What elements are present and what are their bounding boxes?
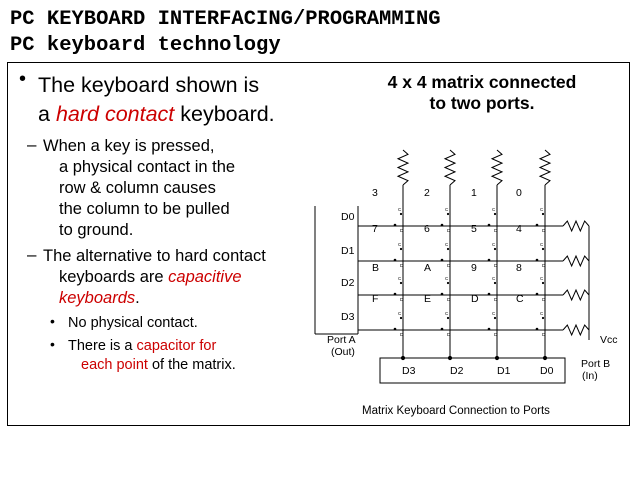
switch-node [394,293,397,296]
hard-contact-highlight: hard contact [55,102,175,126]
switch-node [488,259,491,262]
vcc-label: Vcc [600,334,618,346]
slide-subtitle: PC keyboard technology [10,34,281,57]
switch-label-top: C [445,242,449,247]
switch-label-top: C [540,276,544,281]
port-b-column-label: D3 [402,365,416,377]
key-label: C [516,293,524,305]
key-switch [441,276,451,302]
switch-node [394,328,397,331]
key-switch [536,311,546,337]
key-label: 0 [516,187,522,199]
switch-pin [447,248,449,250]
key-label: 6 [424,223,430,235]
bullet-1-line-1: The keyboard shown is [38,73,260,97]
sub-1-line-4: the column to be pulled [59,200,230,218]
switch-label-top: C [492,207,496,212]
switch-pin [400,213,402,215]
point-2-prefix: There is a [68,338,137,354]
switch-node [441,328,444,331]
switch-label-top: C [492,242,496,247]
switch-pin [542,248,544,250]
matrix-wires [315,150,589,383]
switch-pin [494,317,496,319]
key-switch [488,207,498,233]
key-label: 7 [372,223,378,235]
bullet-dot: • [19,68,27,90]
switch-label-bottom: D [400,263,404,268]
port-b-label: Port B [581,358,611,370]
switch-lever [489,249,495,260]
switch-lever [395,214,401,225]
switch-pin [494,213,496,215]
switch-node [441,293,444,296]
key-label: 3 [372,187,378,199]
key-label: B [372,262,380,274]
switch-label-top: C [398,242,402,247]
diagram-title-line-1: 4 x 4 matrix connected [387,72,577,92]
key-switch [394,311,404,337]
switch-pin [542,317,544,319]
key-label: F [372,293,379,305]
key-switch [488,242,498,268]
switch-label-top: C [492,311,496,316]
switch-label-top: C [445,276,449,281]
key-label: E [424,293,432,305]
key-switch [488,311,498,337]
sub-1-line-1: When a key is pressed, [43,137,215,155]
diagram-caption: Matrix Keyboard Connection to Ports [362,405,550,417]
switch-node [536,224,539,227]
switch-pin [400,282,402,284]
switch-label-bottom: D [494,332,498,337]
sub-bullet-dash: – [27,245,37,264]
switch-label-bottom: D [400,228,404,233]
switch-label-bottom: D [400,297,404,302]
switch-pin [447,282,449,284]
port-a-label: Port A [327,334,356,346]
switch-lever [395,318,401,329]
switch-label-bottom: D [542,332,546,337]
switch-lever [395,283,401,294]
column-resistor [398,150,408,185]
slide-title: PC KEYBOARD INTERFACING/PROGRAMMING [10,8,441,31]
switch-node [394,259,397,262]
switch-lever [442,318,448,329]
key-label: 2 [424,187,430,199]
switch-node [488,293,491,296]
key-label: A [424,262,432,274]
key-switch [394,276,404,302]
switch-label-bottom: D [447,263,451,268]
capacitor-highlight: capacitor for [136,338,217,354]
switch-label-top: C [540,311,544,316]
switch-lever [537,318,543,329]
switch-pin [447,213,449,215]
bullet-1-prefix: a [38,102,56,126]
switch-pin [494,248,496,250]
switch-label-top: C [445,311,449,316]
switch-label-bottom: D [447,228,451,233]
key-label: 4 [516,223,522,235]
key-switch [441,311,451,337]
key-switch [536,207,546,233]
key-switch [488,276,498,302]
level-3-dot: • [50,336,55,352]
sub-1-line-2: a physical contact in the [59,158,236,176]
column-resistor [492,150,502,185]
switch-label-bottom: D [542,263,546,268]
each-point-highlight: each point [81,357,148,373]
switch-label-top: C [398,276,402,281]
key-label: 1 [471,187,477,199]
bullet-1-suffix: keyboard. [174,102,275,126]
switch-label-top: C [398,311,402,316]
row-resistor [563,325,589,335]
switch-label-bottom: D [494,297,498,302]
sub-1-line-3: row & column causes [59,179,216,197]
diagram-title-line-2: to two ports. [429,93,535,113]
key-switch [536,242,546,268]
switch-node [536,328,539,331]
row-label: D2 [341,277,355,289]
switch-node [441,224,444,227]
level-3-dot: • [50,313,55,329]
sub-1-line-5: to ground. [59,221,134,239]
sub-2-prefix: keyboards are [59,268,169,286]
row-resistor [563,290,589,300]
switch-label-top: C [398,207,402,212]
switch-lever [537,249,543,260]
switch-lever [537,283,543,294]
switch-lever [537,214,543,225]
key-label: 9 [471,262,477,274]
switch-lever [442,283,448,294]
switch-label-top: C [445,207,449,212]
column-resistor [540,150,550,185]
switch-label-bottom: D [494,263,498,268]
switch-node [536,293,539,296]
key-label: 8 [516,262,522,274]
row-resistor [563,221,589,231]
port-a-direction: (Out) [331,346,355,358]
switch-lever [489,283,495,294]
column-resistor [445,150,455,185]
switch-label-bottom: D [447,332,451,337]
row-label: D0 [341,211,355,223]
key-label: 5 [471,223,477,235]
key-switch [394,207,404,233]
switch-node [536,259,539,262]
switch-label-bottom: D [447,297,451,302]
keyboards-highlight: keyboards [59,289,136,307]
switch-label-bottom: D [400,332,404,337]
switch-node [488,224,491,227]
switch-pin [400,248,402,250]
capacitive-highlight: capacitive [168,268,242,286]
switch-pin [494,282,496,284]
sub-2-suffix: . [135,289,140,307]
switch-label-bottom: D [542,228,546,233]
port-b-column-label: D0 [540,365,554,377]
key-switch [441,207,451,233]
switch-label-bottom: D [542,297,546,302]
key-switch [394,242,404,268]
switch-node [394,224,397,227]
switch-pin [400,317,402,319]
switch-pin [542,282,544,284]
key-switch [441,242,451,268]
port-b-column-label: D1 [497,365,511,377]
row-resistor [563,256,589,266]
switch-node [488,328,491,331]
switch-lever [442,214,448,225]
switch-node [441,259,444,262]
switch-lever [489,318,495,329]
switch-label-top: C [540,207,544,212]
key-switch [536,276,546,302]
port-b-direction: (In) [582,370,598,382]
switch-pin [447,317,449,319]
level-3-point-1: No physical contact. [68,315,198,331]
key-label: D [471,293,479,305]
switch-pin [542,213,544,215]
row-label: D3 [341,311,355,323]
sub-2-line-1: The alternative to hard contact [43,247,266,265]
row-label: D1 [341,245,355,257]
switch-label-top: C [492,276,496,281]
sub-bullet-dash: – [27,135,37,154]
switch-lever [395,249,401,260]
switch-label-top: C [540,242,544,247]
point-2-suffix: of the matrix. [147,357,236,373]
switch-lever [442,249,448,260]
port-b-column-label: D2 [450,365,464,377]
switch-lever [489,214,495,225]
switch-label-bottom: D [494,228,498,233]
